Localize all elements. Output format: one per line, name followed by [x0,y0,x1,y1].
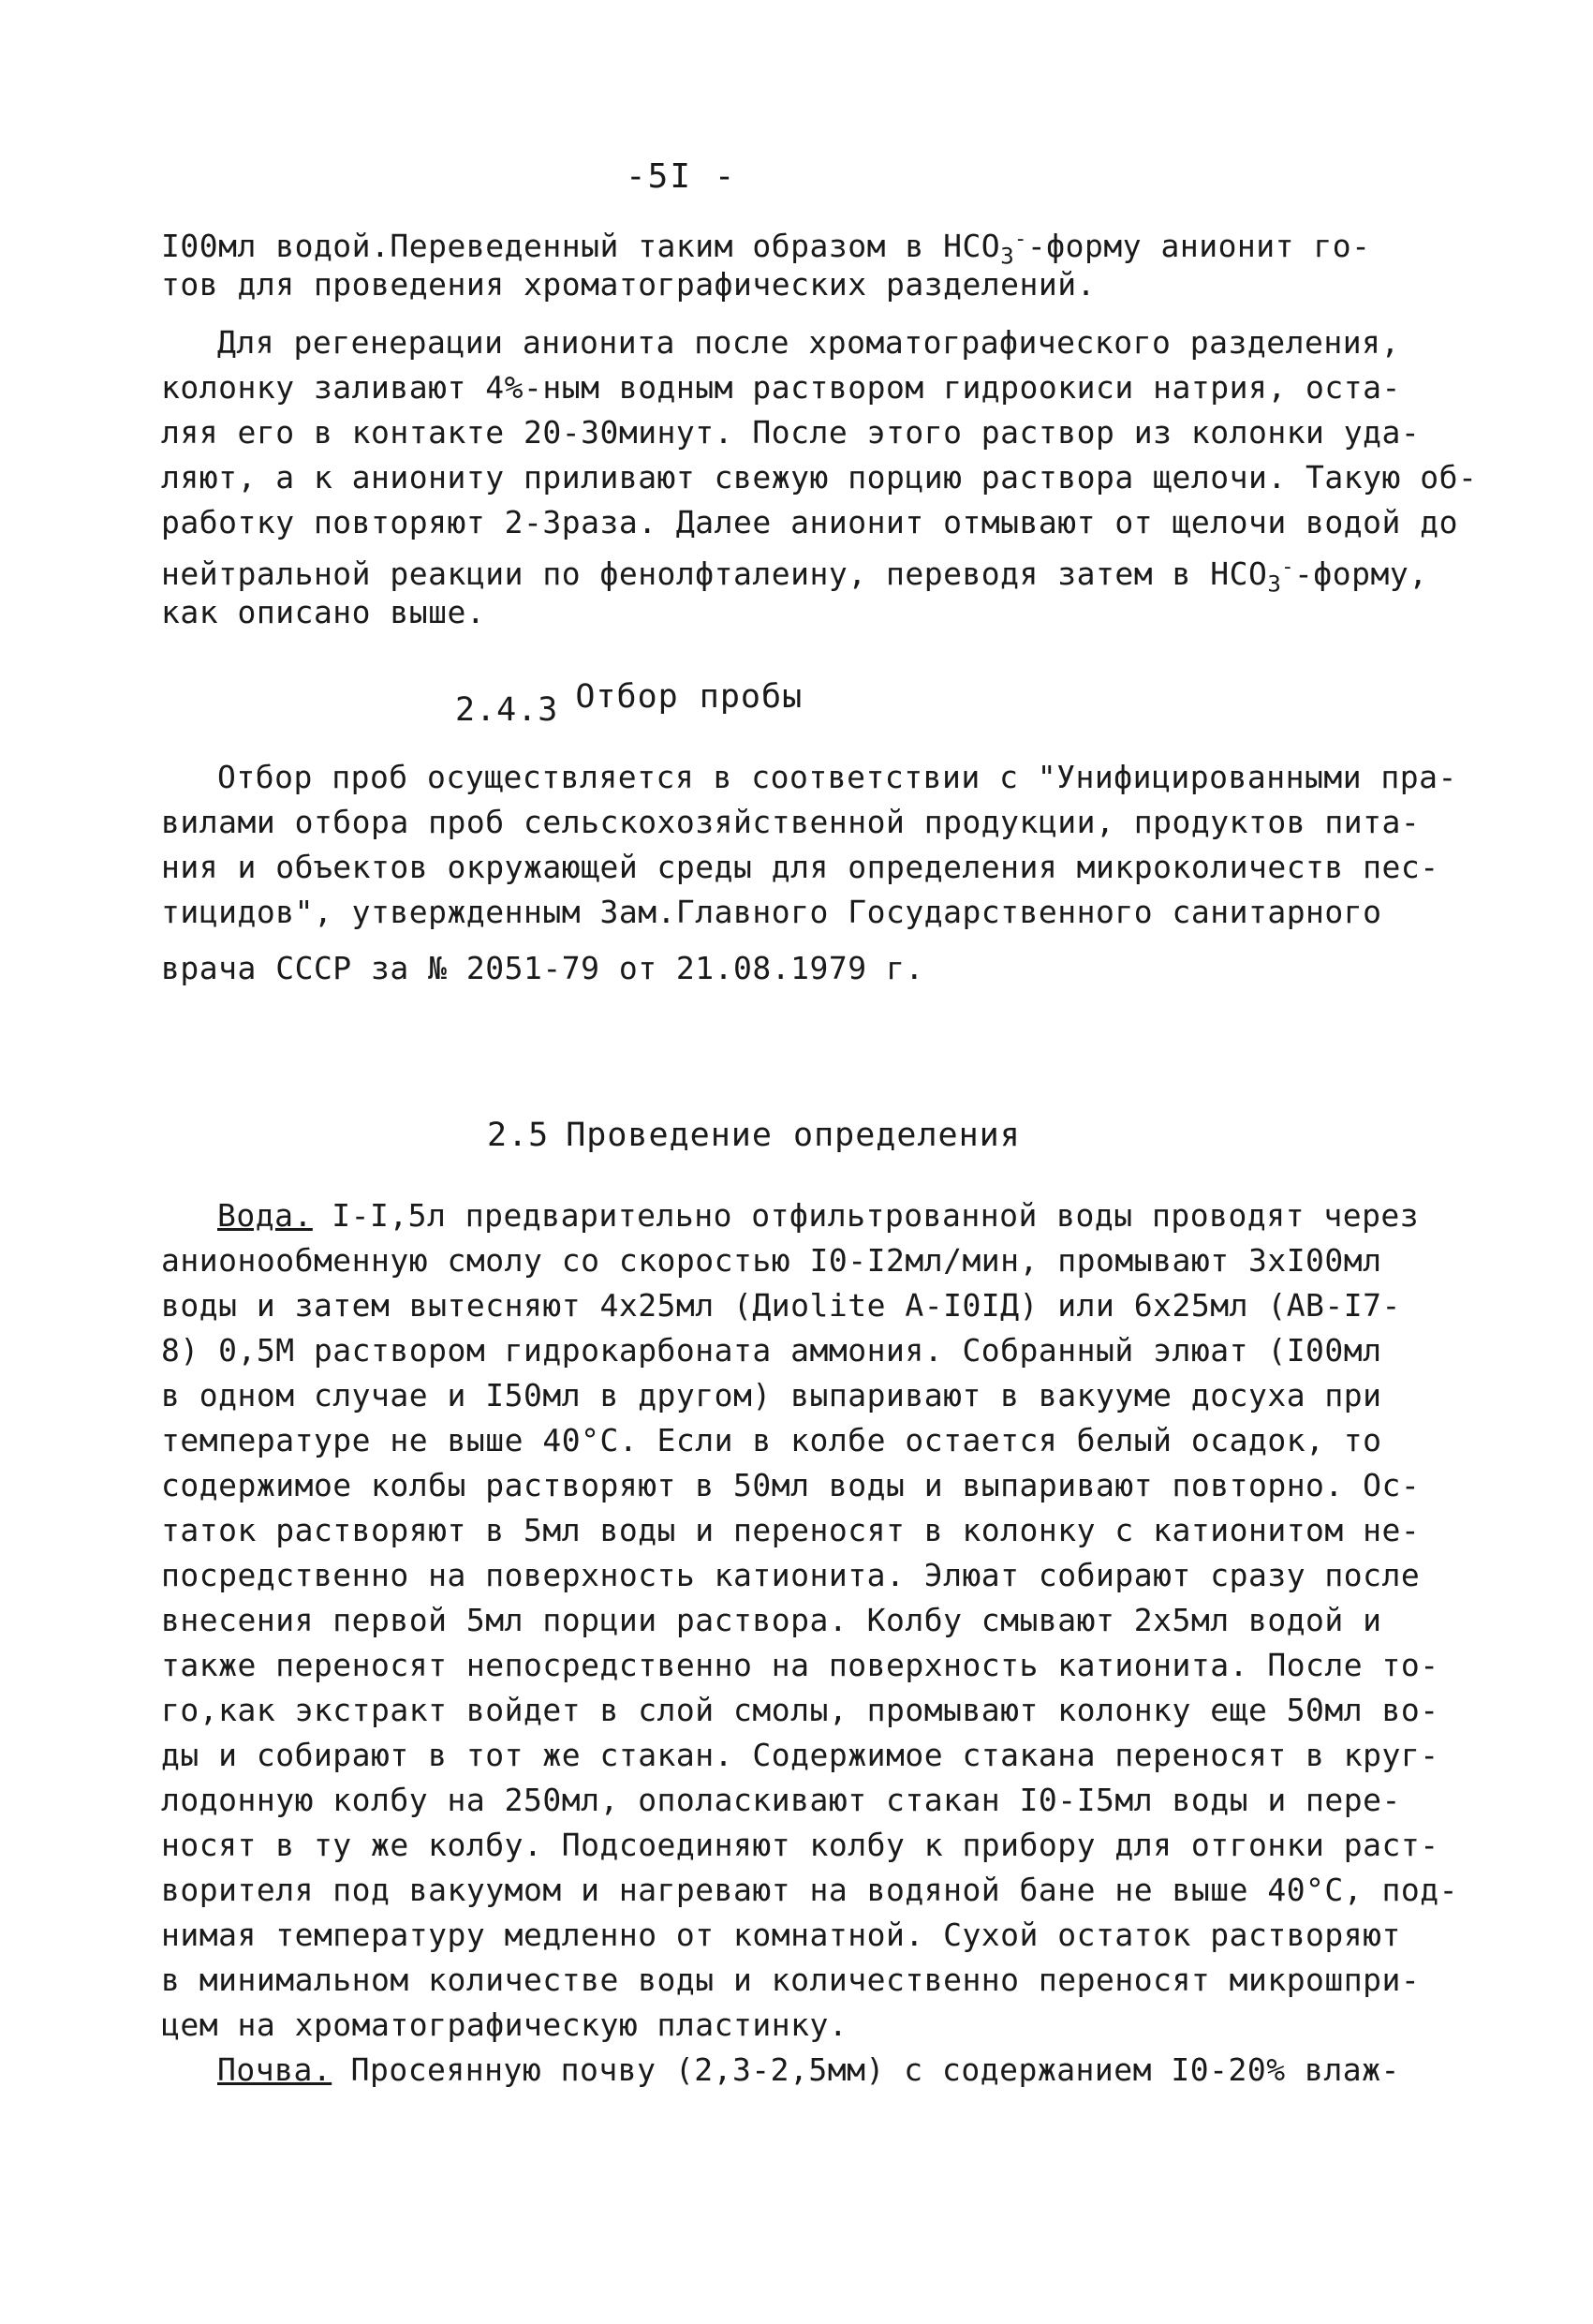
text-line: 8) 0,5М раствором гидрокарбоната аммония. Собранный элюат (I00мл [161,1332,1382,1369]
text-line: вилами отбора проб сельскохозяйственной продукции, продуктов пита- [161,804,1421,840]
text-line: нимая температуру медленно от комнатной. Сухой остаток растворяют [161,1917,1401,1953]
sampling-paragraph [161,755,1463,991]
text-line: работку повторяют 2-3раза. Далее анионит отмывают от щелочи водой до [161,504,1459,540]
text-line: ния и объектов окружающей среды для определения микроколичеств пес- [161,849,1439,885]
text-line: Почва. Просеянную почву (2,3-2,5мм) с содержанием I0-20% влаж- [217,2051,1400,2088]
text-line: лодонную колбу на 250мл, ополаскивают стакан I0-I5мл воды и пере- [161,1782,1401,1818]
text-line: внесения первой 5мл порции раствора. Колбу смывают 2х5мл водой и [161,1602,1382,1638]
text-line: I00мл водой.Переведенный таким образом в $НСО_3^-$-форму анионит го- [161,228,1371,270]
text-line: воды и затем вытесняют 4х25мл (Диоlite А-I0IД) или 6х25мл (АВ-I7- [161,1287,1401,1324]
text-line: тов для проведения хроматографических разделений. [161,266,1097,303]
page-number: -5I - [626,157,737,196]
section-number: 2.4.3 [455,691,559,729]
text-line: цем на хроматографическую пластинку. [161,2006,848,2043]
section-heading-2-5 [487,1117,1021,1154]
text-line: в минимальном количестве воды и количественно переносят микрошпри- [161,1961,1421,1998]
text-line: анионообменную смолу со скоростью I0-I2мл/мин, промывают 3хI00мл [161,1242,1382,1279]
text-line: го,как экстракт войдет в слой смолы, промывают колонку еще 50мл во- [161,1692,1439,1728]
water-procedure-paragraph [161,1193,1463,2093]
section-title: Отбор пробы [575,678,804,716]
text-line: в одном случае и I50мл в другом) выпаривают в вакууме досуха при [161,1377,1382,1414]
text-line: ворителя под вакуумом и нагревают на водяной бане не выше 40°С, под- [161,1872,1459,1908]
text-line: таток растворяют в 5мл воды и переносят в колонку с катионитом не- [161,1512,1421,1548]
prev-section-tail [161,217,1463,307]
section-number: 2.5 [487,1117,550,1154]
regeneration-paragraph [161,320,1478,635]
text-line: температуре не выше 40°С. Если в колбе остается белый осадок, то [161,1422,1382,1458]
section-title: Проведение определения [566,1117,1021,1154]
text-line: врача СССР за № 2051-79 от 21.08.1979 г. [161,950,924,986]
text-line: Вода. I-I,5л предварительно отфильтрованной воды проводят через [217,1197,1420,1234]
text-line: ляют, а к аниониту приливают свежую порцию раствора щелочи. Такую об- [161,459,1478,496]
water-label: Вода. [217,1197,313,1234]
text-line: тицидов", утвержденным Зам.Главного Государственного санитарного [161,894,1382,930]
text-line: Отбор проб осуществляется в соответствии с "Унифицированными пра- [217,759,1457,795]
text-line: колонку заливают 4%-ным водным раствором гидроокиси натрия, оста- [161,369,1401,406]
text-line: ляя его в контакте 20-30минут. После этого раствор из колонки уда- [161,414,1421,451]
text-line: Для регенерации анионита после хроматографического разделения, [217,324,1400,361]
text-line: также переносят непосредственно на поверхность катионита. После то- [161,1647,1439,1683]
text-line: как описано выше. [161,594,486,630]
text-line: носят в ту же колбу. Подсоединяют колбу к прибору для отгонки раст- [161,1827,1439,1863]
text-line: посредственно на поверхность катионита. Элюат собирают сразу после [161,1557,1421,1593]
soil-label: Почва. [217,2051,332,2088]
text-line: содержимое колбы растворяют в 50мл воды и выпаривают повторно. Ос- [161,1467,1421,1503]
text-line: нейтральной реакции по фенолфталеину, переводя затем в $НСО_3^-$-форму, [161,555,1428,598]
section-heading-2-4-3 [455,678,804,729]
text-line: ды и собирают в тот же стакан. Содержимое стакана переносят в круг- [161,1737,1439,1773]
